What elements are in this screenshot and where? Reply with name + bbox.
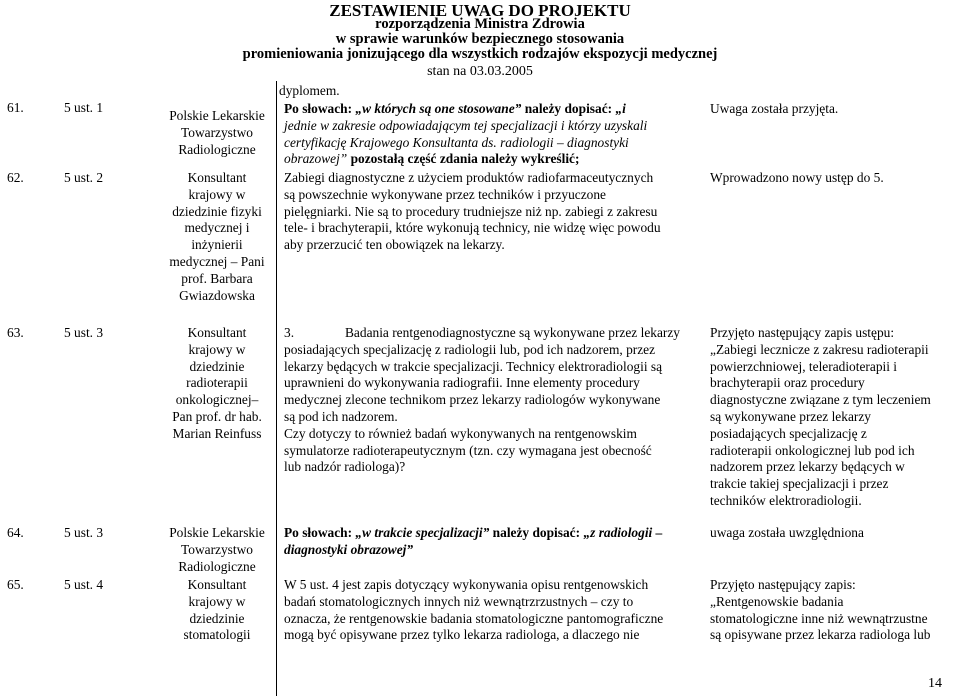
remark-quote: „w trakcie specjalizacji” bbox=[355, 525, 493, 540]
row-article: 5 ust. 2 bbox=[64, 170, 104, 185]
row-article: 5 ust. 4 bbox=[64, 577, 104, 592]
row-response: Wprowadzono nowy ustęp do 5. bbox=[710, 170, 884, 185]
document-subtitle-line-4: promieniowania jonizującego dla wszystkich rodzajów ekspozycji medycznej bbox=[242, 46, 718, 62]
remark-quote: „w których są one stosowane” bbox=[355, 101, 525, 116]
document-title: ZESTAWIENIE UWAG DO PROJEKTU bbox=[329, 1, 631, 20]
document-subtitle-line-2: rozporządzenia Ministra Zdrowia bbox=[375, 16, 585, 32]
row-author: Polskie Lekarskie Towarzystwo Radiologiczne bbox=[169, 108, 265, 157]
row-response: Uwaga została przyjęta. bbox=[710, 101, 839, 116]
remark-number: 3. bbox=[284, 325, 295, 340]
document-date: stan na 03.03.2005 bbox=[427, 64, 533, 79]
remark-bold: Po słowach: bbox=[284, 101, 356, 116]
row-author: Polskie Lekarskie Towarzystwo Radiologiczne bbox=[169, 525, 265, 574]
row-article: 5 ust. 3 bbox=[64, 325, 104, 340]
row-article: 5 ust. 1 bbox=[64, 100, 104, 115]
row-response: uwaga została uwzględniona bbox=[710, 525, 864, 540]
remark-bold: Po słowach: bbox=[284, 525, 356, 540]
remark-italic: jednie w zakresie odpowiadającym tej specjalizacji i którzy uzyskali certyfikację Krajowego Konsultanta ds. radiologii – diagnostyki obrazowej” bbox=[284, 117, 648, 167]
continuation-text: dyplomem. bbox=[279, 83, 340, 98]
row-response: Przyjęto następujący zapis: „Rentgenowskie badania stomatologiczne inne niż wewnątrzustne są opisywane przez lekarza radiologa lub bbox=[710, 577, 931, 643]
column-divider bbox=[276, 81, 277, 696]
page-number: 14 bbox=[928, 676, 942, 692]
row-remark bbox=[284, 101, 697, 168]
remark-quote: „i bbox=[615, 101, 626, 116]
row-number: 65. bbox=[7, 577, 24, 592]
row-remark bbox=[284, 525, 697, 559]
row-article: 5 ust. 3 bbox=[64, 525, 104, 540]
row-author: Konsultant krajowy w dziedzinie radioterapii onkologicznej– Pan prof. dr hab. Marian Reinfuss bbox=[172, 325, 262, 441]
document-subtitle-line-3: w sprawie warunków bezpiecznego stosowania bbox=[335, 31, 625, 47]
row-author: Konsultant krajowy w dziedzinie stomatologii bbox=[183, 577, 251, 643]
remark-bold: pozostałą część zdania należy wykreślić; bbox=[347, 151, 580, 167]
row-response: Przyjęto następujący zapis ustępu: „Zabiegi lecznicze z zakresu radioterapii powierzchniowej, teleradioterapii i brachyterapii oraz procedury diagnostyczne związane z tym leczeniem są wykonywane przez lekarzy posiadających specjalizację z radioterapii onkologicznej lub pod ich nadzorem przez lekarzy będących w trakcie takiej specjalizacji i przez techników elektroradiologii. bbox=[710, 325, 931, 508]
row-remark: Zabiegi diagnostyczne z użyciem produktów radiofarmaceutycznych są powszechnie wykonywane przez techników i przyuczone pielęgniarki. Nie są to procedury trudniejsze niż np. zabiegi z zakresu tele- i brachyterapii, które wykonują technicy, nie widzę więc powodu aby przerzucić ten obowiązek na lekarzy. bbox=[284, 170, 661, 253]
remark-bold: należy dopisać: bbox=[524, 101, 616, 116]
row-author: Konsultant krajowy w dziedzinie fizyki medycznej i inżynierii medycznej – Pani prof. Barbara Gwiazdowska bbox=[169, 170, 265, 303]
row-number: 63. bbox=[7, 325, 24, 340]
remark-bold: należy dopisać: bbox=[492, 525, 584, 540]
row-number: 62. bbox=[7, 170, 24, 185]
row-remark: W 5 ust. 4 jest zapis dotyczący wykonywania opisu rentgenowskich badań stomatologicznych innych niż wewnątrzrzustnych – czy to oznacza, że rentgenowskie badania stomatologiczne pantomograficzne mogą być opisywane przez tylko lekarza radiologa, a dlaczego nie bbox=[284, 577, 664, 643]
row-number: 64. bbox=[7, 525, 24, 540]
row-remark: Badania rentgenodiagnostyczne są wykonywane przez lekarzy posiadających specjalizację z radiologii lub, pod ich nadzorem, przez lekarzy będących w trakcie specjalizacji. Technicy elektroradiologii są uprawnieni do wykonywania radiografii. Inne elementy procedury medycznej zlecone technikom przez lekarzy radiologów wykonywane są pod ich nadzorem. Czy dotyczy to również badań wykonywanych na rentgenowskim symulatorze radioterapeutycznym (tzn. czy wymagana jest obecność lub nadzór radiologa)? bbox=[284, 325, 680, 475]
remark-quote: „z radiologii – diagnostyki obrazowej” bbox=[284, 525, 663, 557]
row-number: 61. bbox=[7, 100, 24, 115]
